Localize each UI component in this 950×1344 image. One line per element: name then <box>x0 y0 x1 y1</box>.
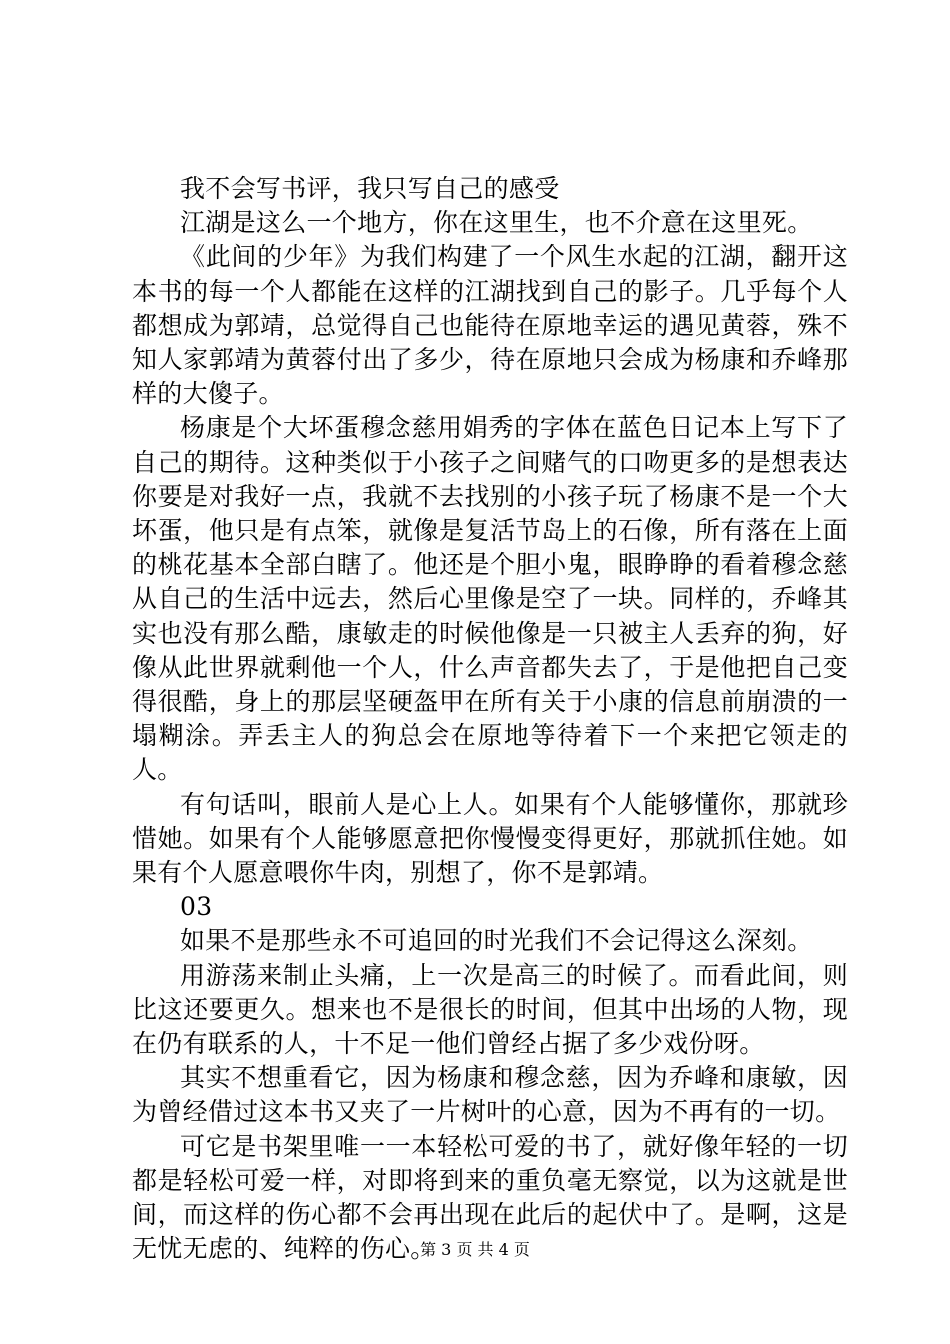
section-number: 03 <box>180 892 213 922</box>
paragraph-8: 其实不想重看它，因为杨康和穆念慈，因为乔峰和康敏，因为曾经借过这本书又夹了一片树叶的心意，因为不再有的一切。 <box>132 1063 848 1127</box>
body-text <box>132 172 848 1267</box>
paragraph-6: 如果不是那些永不可追回的时光我们不会记得这么深刻。 <box>180 926 813 956</box>
paragraph-9: 可它是书架里唯一一本轻松可爱的书了，就好像年轻的一切都是轻松可爱一样，对即将到来的重负毫无察觉，以为这就是世间，而这样的伤心都不会再出现在此后的起伏中了。是啊，这是无忧无虑的、纯粹的伤心。 <box>132 1131 848 1264</box>
paragraph-4: 杨康是个大坏蛋穆念慈用娟秀的字体在蓝色日记本上写下了自己的期待。这种类似于小孩子之间赌气的口吻更多的是想表达你要是对我好一点，我就不去找别的小孩子玩了杨康不是一个大坏蛋，他只是有点笨，就像是复活节岛上的石像，所有落在上面的桃花基本全部白瞎了。他还是个胆小鬼，眼睁睁的看着穆念慈从自己的生活中远去，然后心里像是空了一块。同样的，乔峰其实也没有那么酷，康敏走的时候他像是一只被主人丢弃的狗，好像从此世界就剩他一个人，什么声音都失去了，于是他把自己变得很酷，身上的那层坚硬盔甲在所有关于小康的信息前崩溃的一塌糊涂。弄丢主人的狗总会在原地等待着下一个来把它领走的人。 <box>132 413 848 785</box>
paragraph-1: 我不会写书评，我只写自己的感受 <box>180 174 560 203</box>
paragraph-3: 《此间的少年》为我们构建了一个风生水起的江湖，翻开这本书的每一个人都能在这样的江湖找到自己的影子。几乎每个人都想成为郭靖，总觉得自己也能待在原地幸运的遇见黄蓉，殊不知人家郭靖为黄蓉付出了多少，待在原地只会成为杨康和乔峰那样的大傻子。 <box>132 242 848 409</box>
paragraph-7: 用游荡来制止头痛，上一次是高三的时候了。而看此间，则比这还要更久。想来也不是很长的时间，但其中出场的人物，现在仍有联系的人，十不足一他们曾经占据了多少戏份呀。 <box>132 960 848 1059</box>
paragraph-5: 有句话叫，眼前人是心上人。如果有个人能够懂你，那就珍惜她。如果有个人能够愿意把你慢慢变得更好，那就抓住她。如果有个人愿意喂你牛肉，别想了，你不是郭靖。 <box>132 789 848 888</box>
paragraph-2: 江湖是这么一个地方，你在这里生，也不介意在这里死。 <box>180 208 813 238</box>
page-footer: 第 3 页 共 4 页 <box>420 1240 530 1259</box>
